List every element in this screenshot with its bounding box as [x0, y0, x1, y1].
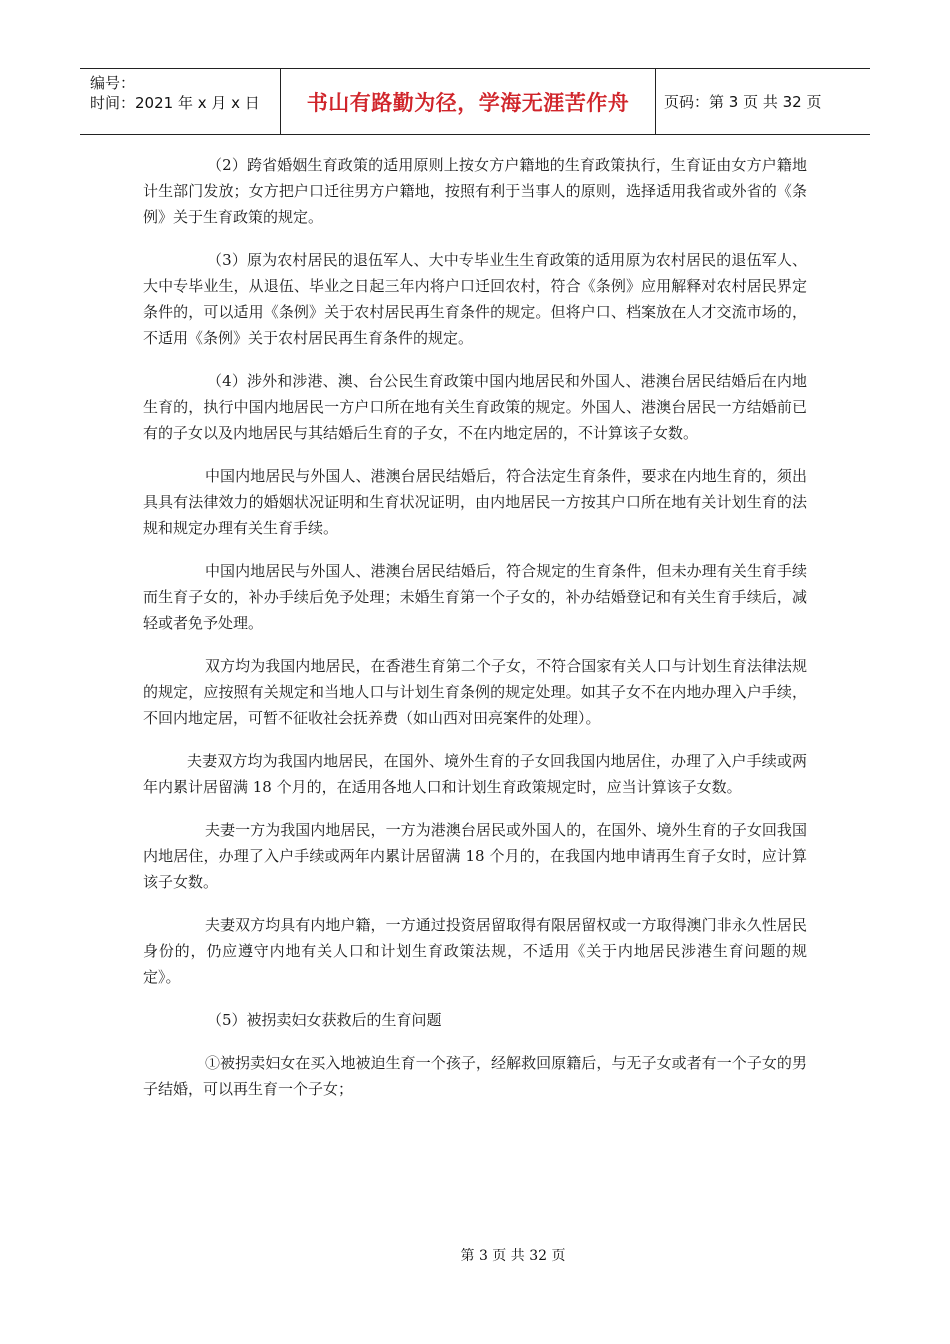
paragraph: （3）原为农村居民的退伍军人、大中专毕业生生育政策的适用原为农村居民的退伍军人、大中专毕业生，从退伍、毕业之日起三年内将户口迁回农村，符合《条例》应用解释对农村居民界定条件的，可以适用《条例》关于农村居民再生育条件的规定。但将户口、档案放在人才交流市场的，不适用《条例》关于农村居民再生育条件的规定。	[143, 251, 807, 347]
paragraph: 双方均为我国内地居民，在香港生育第二个子女，不符合国家有关人口与计划生育法律法规的规定，应按照有关规定和当地人口与计划生育条例的规定处理。如其子女不在内地办理入户手续，不回内地定居，可暂不征收社会抚养费（如山西对田亮案件的处理）。	[143, 657, 807, 727]
document-body	[143, 152, 807, 1119]
number-label: 编号：	[90, 74, 136, 92]
header-page-info: 页码：第 3 页 共 32 页	[664, 93, 822, 111]
paragraph: （5）被拐卖妇女获救后的生育问题	[207, 1011, 442, 1029]
paragraph: 中国内地居民与外国人、港澳台居民结婚后，符合规定的生育条件，但未办理有关生育手续而生育子女的，补办手续后免予处理；未婚生育第一个子女的，补办结婚登记和有关生育手续后，减轻或者免予处理。	[143, 562, 807, 632]
paragraph: 夫妻双方均为我国内地居民，在国外、境外生育的子女回我国内地居住，办理了入户手续或两年内累计居留满 18 个月的，在适用各地人口和计划生育政策规定时，应当计算该子女数。	[143, 752, 807, 796]
header-motto: 书山有路勤为径，学海无涯苦作舟	[281, 69, 656, 134]
paragraph: 中国内地居民与外国人、港澳台居民结婚后，符合法定生育条件，要求在内地生育的，须出具具有法律效力的婚姻状况证明和生育状况证明，由内地居民一方按其户口所在地有关计划生育的法规和规定办理有关生育手续。	[143, 467, 807, 537]
paragraph: 夫妻一方为我国内地居民，一方为港澳台居民或外国人的，在国外、境外生育的子女回我国内地居住，办理了入户手续或两年内累计居留满 18 个月的，在我国内地申请再生育子女时，应计算该子女数。	[143, 821, 807, 891]
date-label: 时间：2021 年 x 月 x 日	[90, 94, 260, 112]
header-meta	[80, 69, 281, 134]
paragraph: 夫妻双方均具有内地户籍，一方通过投资居留取得有限居留权或一方取得澳门非永久性居民身份的，仍应遵守内地有关人口和计划生育政策法规，不适用《关于内地居民涉港生育问题的规定》。	[143, 916, 807, 986]
page-footer: 第 3 页 共 32 页	[460, 1248, 566, 1264]
paragraph: （2）跨省婚姻生育政策的适用原则上按女方户籍地的生育政策执行，生育证由女方户籍地计生部门发放；女方把户口迁往男方户籍地，按照有利于当事人的原则，选择适用我省或外省的《条例》关于生育政策的规定。	[143, 156, 807, 226]
page-header	[80, 68, 870, 135]
paragraph: ①被拐卖妇女在买入地被迫生育一个孩子，经解救回原籍后，与无子女或者有一个子女的男子结婚，可以再生育一个子女；	[143, 1054, 807, 1098]
paragraph: （4）涉外和涉港、澳、台公民生育政策中国内地居民和外国人、港澳台居民结婚后在内地生育的，执行中国内地居民一方户口所在地有关生育政策的规定。外国人、港澳台居民一方结婚前已有的子女以及内地居民与其结婚后生育的子女，不在内地定居的，不计算该子女数。	[143, 372, 807, 442]
